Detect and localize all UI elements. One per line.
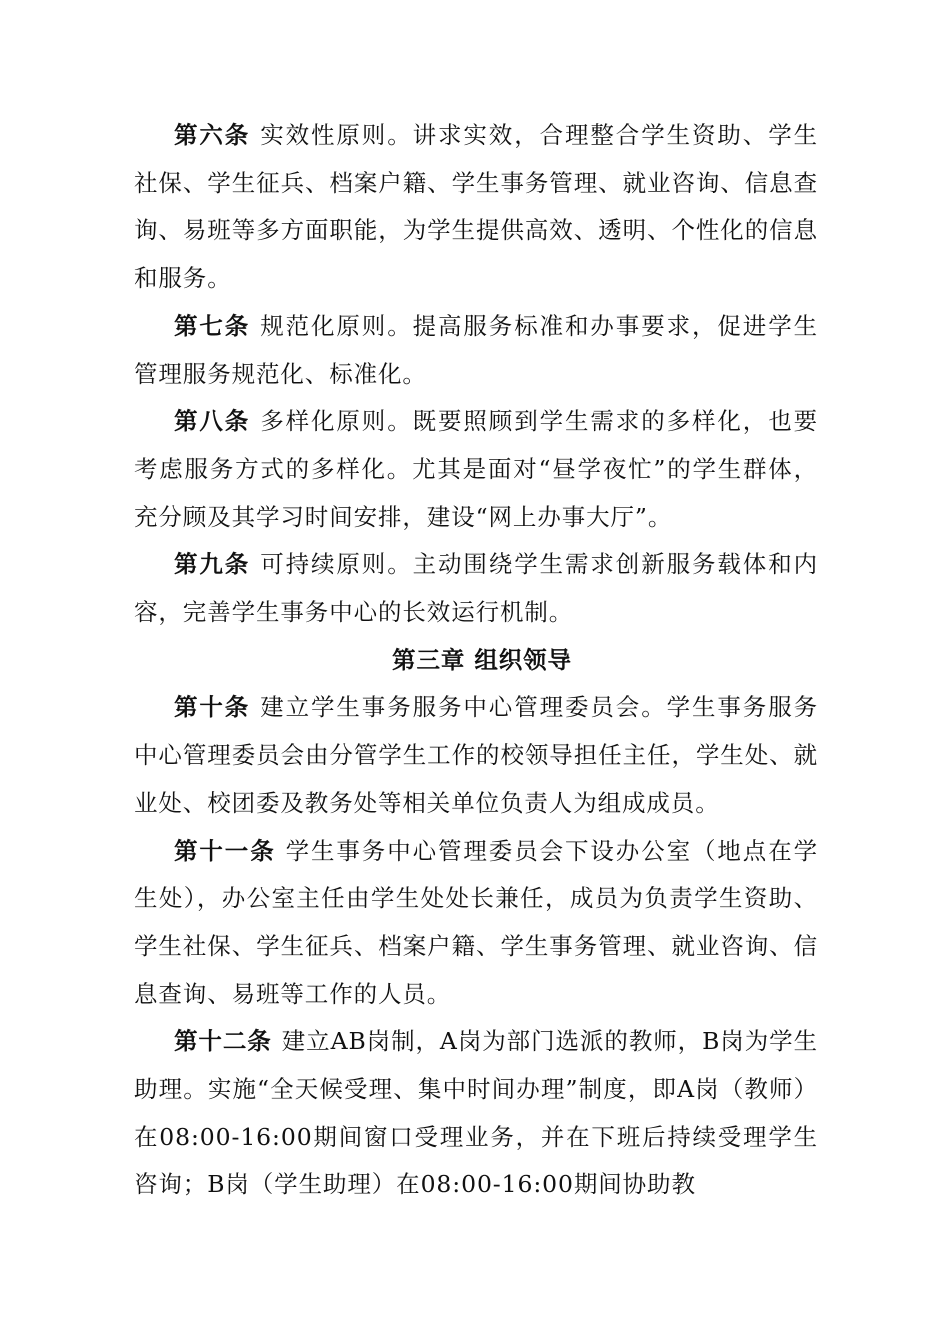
document-page: [134, 112, 818, 1209]
article-8-number: 第八条: [174, 407, 251, 436]
article-7-number: 第七条: [174, 311, 251, 340]
article-10-number: 第十条: [174, 693, 251, 722]
article-11-paragraph: [134, 828, 818, 1019]
chapter-title: 第三章 组织领导: [392, 645, 572, 674]
article-12-number: 第十二条: [174, 1027, 272, 1056]
article-10-text: 建立学生事务服务中心管理委员会。学生事务服务中心管理委员会由分管学生工作的校领导担任主任，学生处、就业处、校团委及教务处等相关单位负责人为组成成员。: [134, 693, 818, 817]
article-8-text: 多样化原则。既要照顾到学生需求的多样化，也要考虑服务方式的多样化。尤其是面对“昼学夜忙”的学生群体，充分顾及其学习时间安排，建设“网上办事大厅”。: [134, 407, 818, 531]
article-9-text: 可持续原则。主动围绕学生需求创新服务载体和内容，完善学生事务中心的长效运行机制。: [134, 550, 818, 627]
article-11-number: 第十一条: [174, 836, 276, 865]
article-6-paragraph: [134, 112, 818, 303]
article-9-number: 第九条: [174, 550, 251, 579]
article-6-text: 实效性原则。讲求实效，合理整合学生资助、学生社保、学生征兵、档案户籍、学生事务管理、就业咨询、信息查询、易班等多方面职能，为学生提供高效、透明、个性化的信息和服务。: [134, 121, 818, 293]
article-7-text: 规范化原则。提高服务标准和办事要求，促进学生管理服务规范化、标准化。: [134, 311, 818, 388]
article-8-paragraph: [134, 398, 818, 541]
article-11-text: 学生事务中心管理委员会下设办公室（地点在学生处），办公室主任由学生处处长兼任，成员为负责学生资助、学生社保、学生征兵、档案户籍、学生事务管理、就业咨询、信息查询、易班等工作的人员。: [134, 836, 818, 1008]
article-6-number: 第六条: [174, 121, 251, 149]
article-10-paragraph: [134, 684, 818, 827]
article-9-paragraph: [134, 541, 818, 636]
article-7-paragraph: [134, 303, 818, 398]
article-12-paragraph: [134, 1018, 818, 1209]
article-12-text: 建立AB岗制，A岗为部门选派的教师，B岗为学生助理。实施“全天候受理、集中时间办理”制度，即A岗（教师）在08:00-16:00期间窗口受理业务，并在下班后持续受理学生咨询；B岗（学生助理）在08:00-16:00期间协助教: [134, 1027, 818, 1199]
